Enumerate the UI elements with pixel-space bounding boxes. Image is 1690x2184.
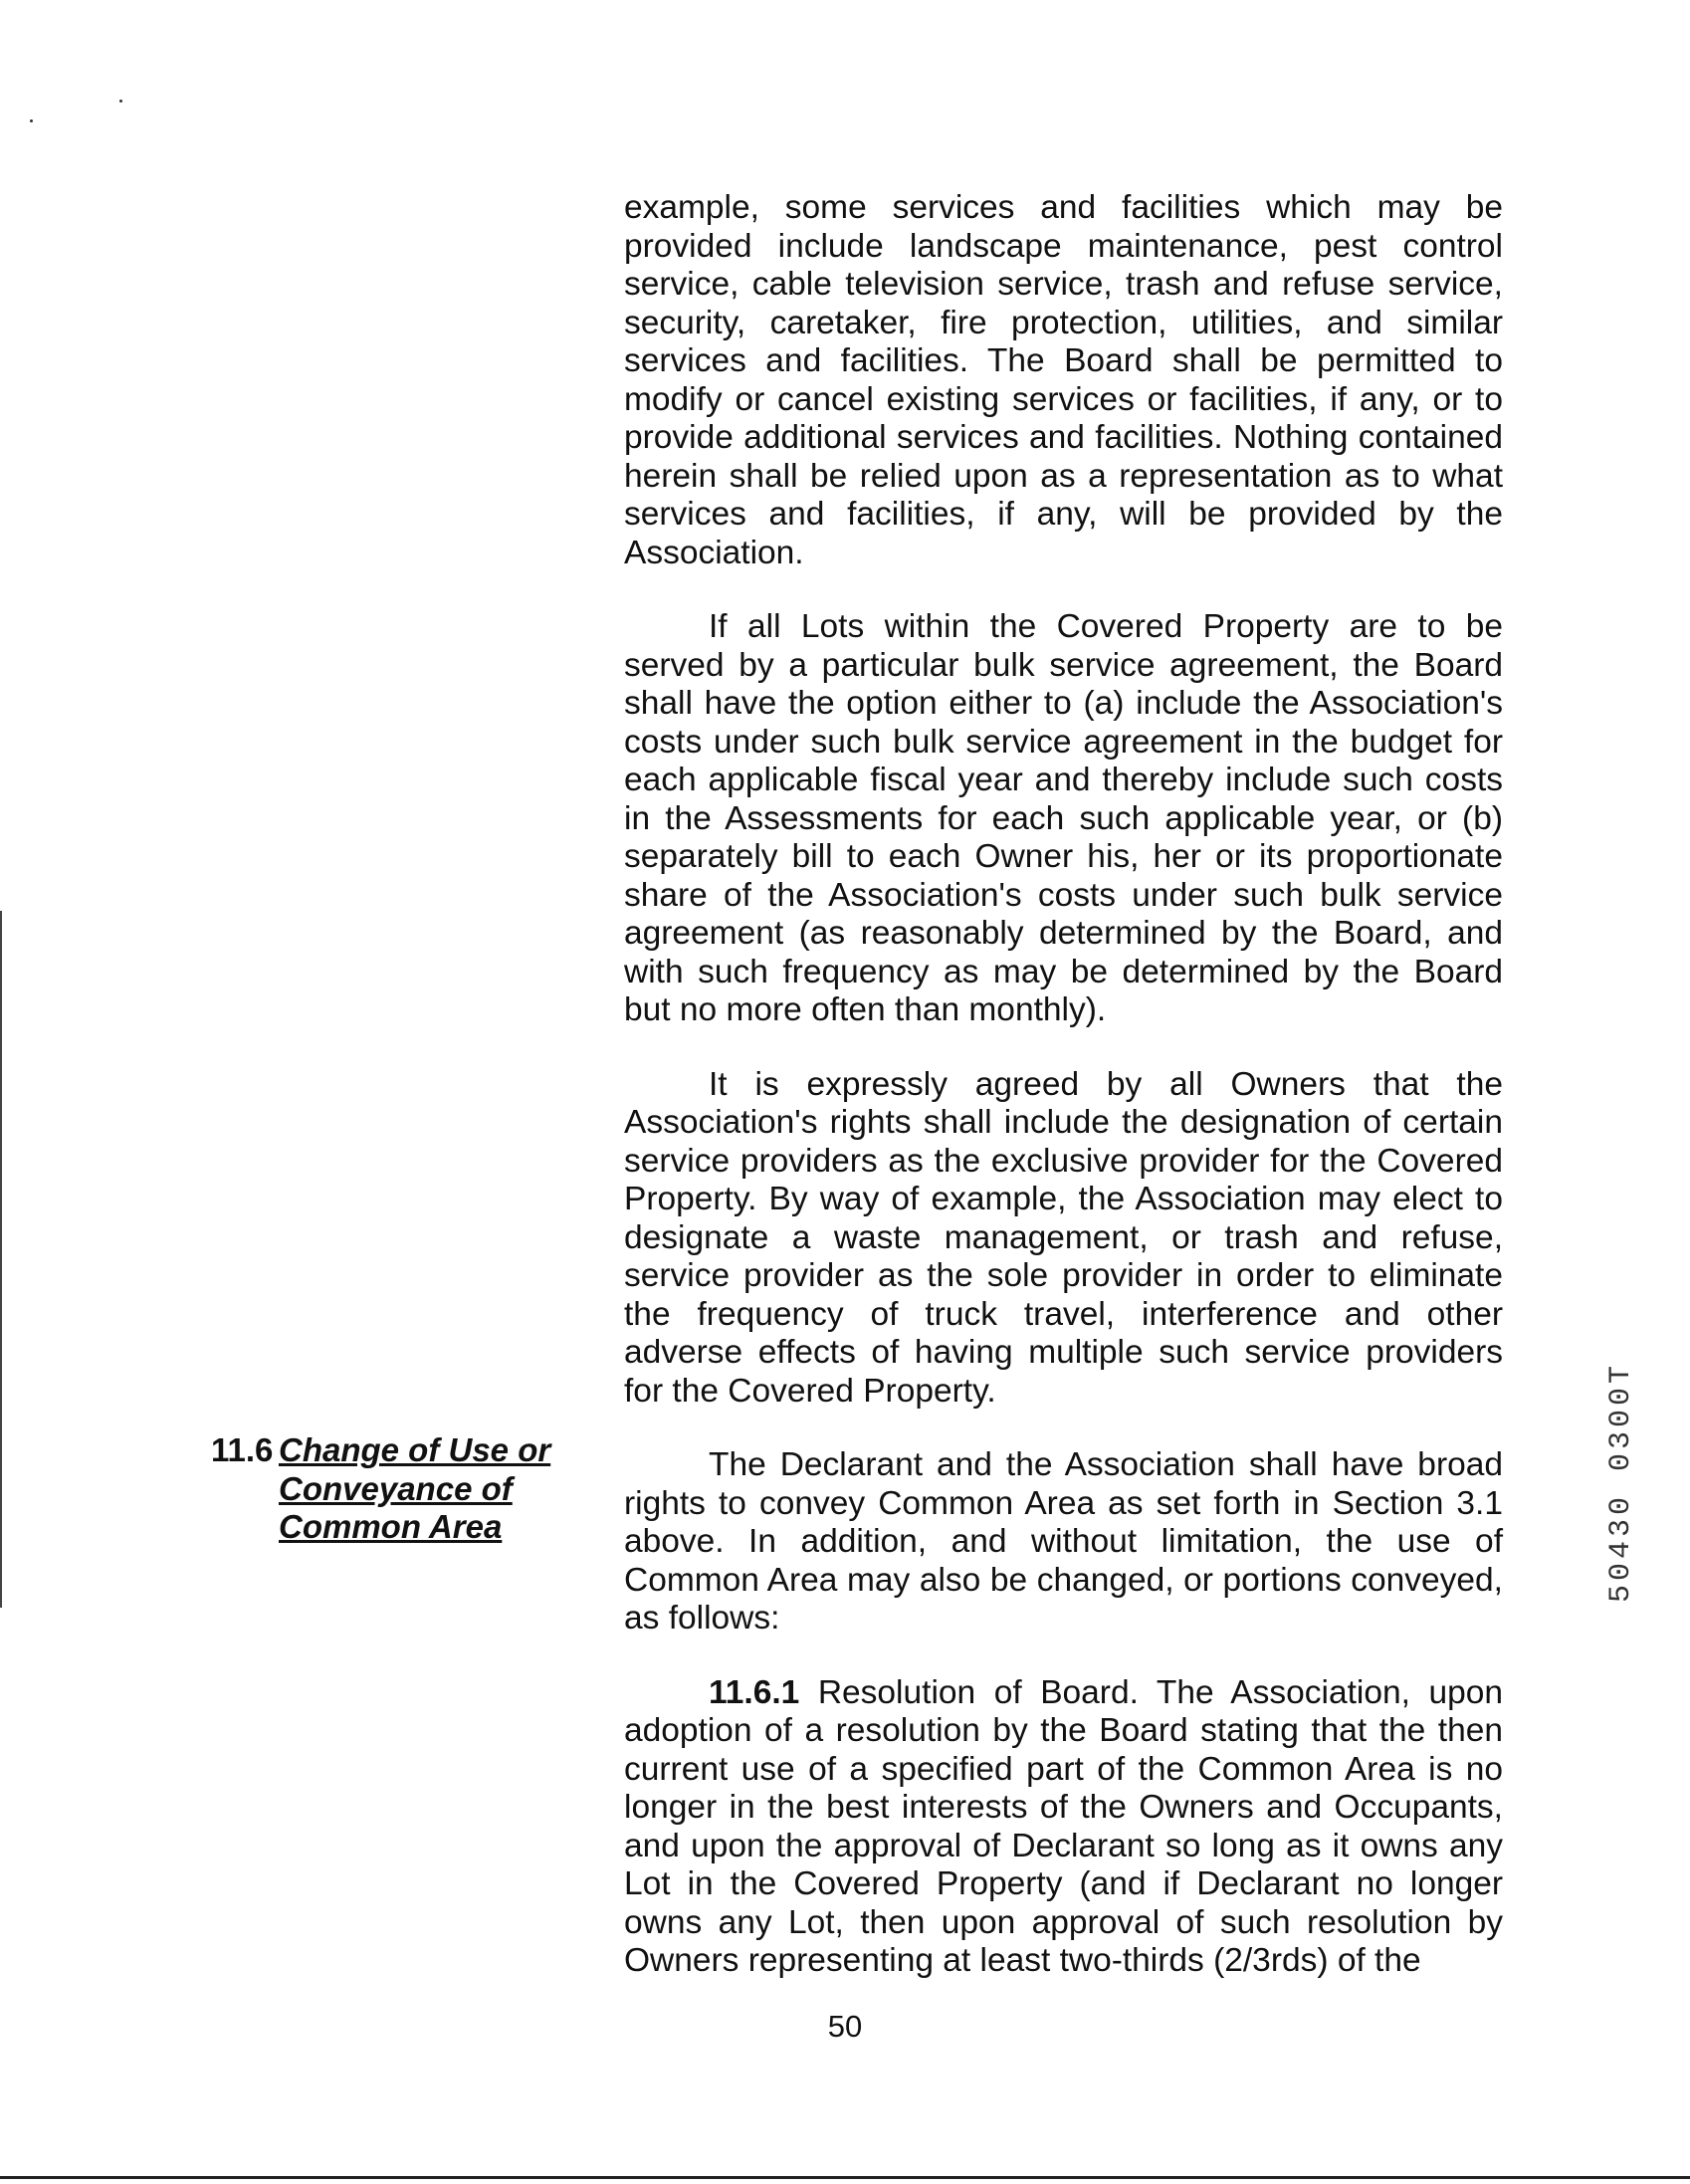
page-number: 50 bbox=[827, 2009, 863, 2044]
subsection-text: Resolution of Board. The Association, upon adoption of a resolution by the Board stating that the then current use of a specified part of the Common Area is no longer in the best interests of the Owners and Occupants, and upon the approval of Declarant so long as it owns any Lot in the Covered Property (and if Declarant no longer owns any Lot, then upon approval of such resolution by Owners representing at least two-thirds (2/3rds) of the bbox=[624, 1673, 1503, 1979]
paragraph-services: example, some services and facilities which may be provided include landscape maintenance, pest control service, cable television service, trash and refuse service, security, caretaker, fire protection, utilities, and similar services and facilities. The Board shall be permitted to modify or cancel existing services or facilities, if any, or to provide additional services and facilities. Nothing contained herein shall be relied upon as a representation as to what services and facilities, if any, will be provided by the Association. bbox=[624, 189, 1503, 571]
section-heading-line-3 bbox=[211, 1508, 589, 1547]
section-heading-line-2 bbox=[211, 1470, 589, 1509]
scan-bottom-edge bbox=[0, 2176, 1690, 2179]
section-title-line-3: Common Area bbox=[279, 1508, 503, 1545]
body-column bbox=[624, 189, 1503, 2017]
paragraph-change-of-use: The Declarant and the Association shall have broad rights to convey Common Area as set forth in Section 3.1 above. In addition, and without limitation, the use of Common Area may also be changed, or portions conveyed, as follows: bbox=[624, 1446, 1503, 1637]
scan-speck bbox=[30, 119, 33, 122]
section-number: 11.6 bbox=[211, 1431, 274, 1468]
scan-speck bbox=[119, 100, 122, 103]
section-title-line-2: Conveyance of bbox=[279, 1469, 513, 1507]
subsection-number: 11.6.1 bbox=[709, 1673, 800, 1711]
paragraph-exclusive-provider: It is expressly agreed by all Owners that the Association's rights shall include the designation of certain service providers as the exclusive provider for the Covered Property. By way of example, the Association may elect to designate a waste management, or trash and refuse, service provider as the sole provider in order to eliminate the frequency of truck travel, interference and other adverse effects of having multiple such service providers for the Covered Property. bbox=[624, 1065, 1503, 1410]
paragraph-resolution-of-board bbox=[624, 1674, 1503, 1981]
recording-stamp: 50430 0300T bbox=[1604, 1361, 1638, 1603]
section-heading-line-1 bbox=[211, 1431, 589, 1470]
section-heading bbox=[211, 1431, 589, 1547]
paragraph-bulk-service: If all Lots within the Covered Property are to be served by a particular bulk service agreement, the Board shall have the option either to (a) include the Association's costs under such bulk service agreement in the budget for each applicable fiscal year and thereby include such costs in the Assessments for each such applicable year, or (b) separately bill to each Owner his, her or its proportionate share of the Association's costs under such bulk service agreement (as reasonably determined by the Board, and with such frequency as may be determined by the Board but no more often than monthly). bbox=[624, 608, 1503, 1028]
scan-edge-line bbox=[0, 911, 2, 1608]
section-title-line-1: Change of Use or bbox=[279, 1431, 551, 1468]
